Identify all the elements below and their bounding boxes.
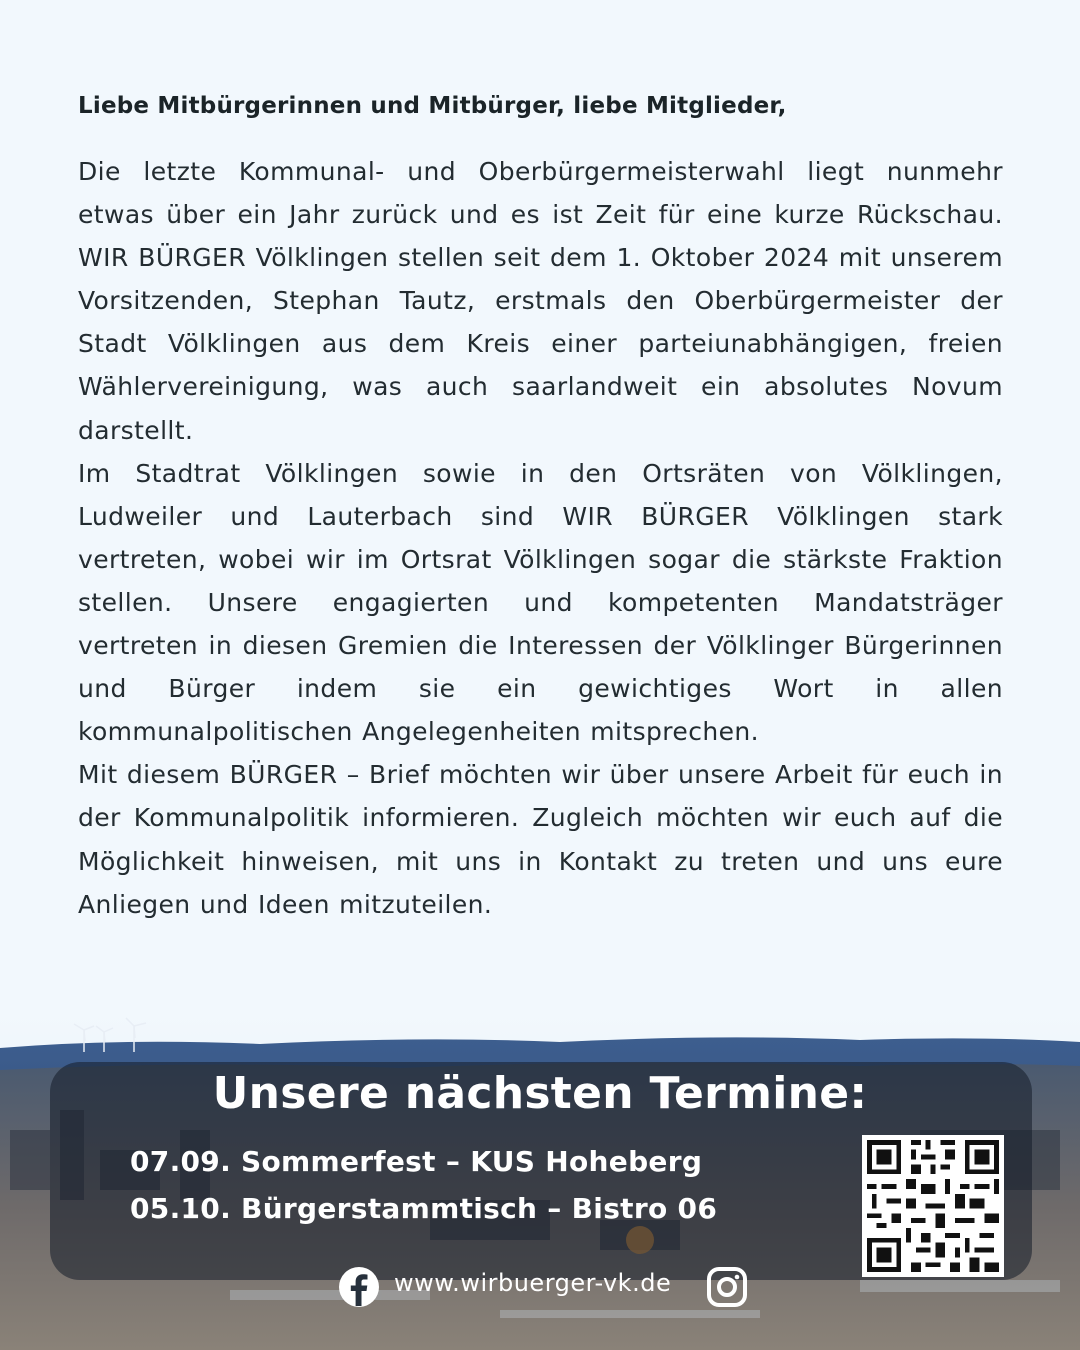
paragraph-1: Die letzte Kommunal- und Oberbürgermeisterwahl liegt nunmehr etwas über ein Jahr zurück und es ist Zeit für eine kurze Rückschau. WIR BÜRGER Völklingen stellen seit dem 1. Oktober 2024 mit unserem Vorsitzenden, Stephan Tautz, erstmals den Oberbürgermeister der Stadt Völklingen aus dem Kreis einer parteiunabhängigen, freien Wählervereinigung, was auch saarlandweit ein absolutes Novum darstellt. [78, 157, 1003, 445]
facebook-icon[interactable] [338, 1266, 380, 1308]
qr-code[interactable] [862, 1135, 1004, 1277]
instagram-icon[interactable] [706, 1266, 748, 1308]
letter-body [78, 86, 1003, 926]
event-item-1: 07.09. Sommerfest – KUS Hoheberg [130, 1145, 703, 1178]
website-link[interactable]: www.wirbuerger-vk.de [394, 1269, 672, 1297]
paragraph-2: Im Stadtrat Völklingen sowie in den Ortsräten von Völklingen, Ludweiler und Lauterbach sind WIR BÜRGER Völklingen stark vertreten, wobei wir im Ortsrat Völklingen sogar die stärkste Fraktion stellen. Unsere engagierten und kompetenten Mandatsträger vertreten in diesen Gremien die Interessen der Völklinger Bürgerinnen und Bürger indem sie ein gewichtiges Wort in allen kommunalpolitischen Angelegenheiten mitsprechen. [78, 458, 1003, 747]
event-item-2: 05.10. Bürgerstammtisch – Bistro 06 [130, 1192, 718, 1225]
paragraph-3: Mit diesem BÜRGER – Brief möchten wir über unsere Arbeit für euch in der Kommunalpolitik informieren. Zugleich möchten wir euch auf die Möglichkeit hinweisen, mit uns in Kontakt zu treten und uns eure Anliegen und Ideen mitzuteilen. [78, 760, 1003, 919]
greeting: Liebe Mitbürgerinnen und Mitbürger, liebe Mitglieder, [78, 93, 787, 119]
events-title: Unsere nächsten Termine: [212, 1068, 868, 1119]
social-footer [0, 1264, 1080, 1310]
